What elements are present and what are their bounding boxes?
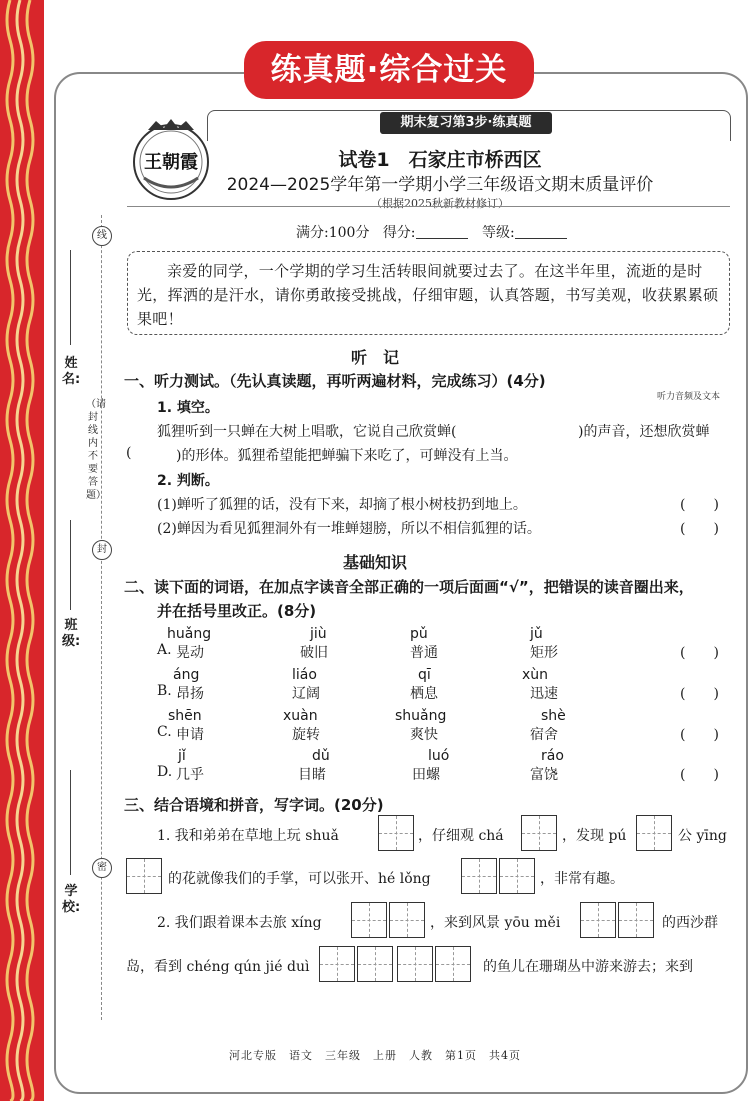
q1-line1-a: 狐狸听到一只蝉在大树上唱歌，它说自己欣赏蝉( [157,424,457,440]
answer-grid[interactable] [397,946,433,982]
judge-2-bracket[interactable]: ( ) [680,521,719,537]
section-basics: 基础知识 [342,553,407,572]
word: 申请 [176,727,204,743]
q3-s1-c: ，发现 pú [562,828,627,844]
word: 昂扬 [176,686,204,702]
seal-seal: 封 [92,540,112,560]
score-line [296,222,577,242]
pinyin: shuǎng [395,708,447,724]
option-a-bracket[interactable]: ( ) [680,645,719,661]
judge-2: (2)蝉因为看见狐狸洞外有一堆蝉翅膀，所以不相信狐狸的话。 [157,521,541,537]
pinyin: áng [173,667,200,683]
pinyin: shēn [168,708,202,724]
answer-grid[interactable] [378,815,414,851]
word: 辽阔 [292,686,320,702]
q1-part1-label: 1. 填空。 [157,400,219,416]
word: 迅速 [530,686,558,702]
option-label: D. [157,764,173,780]
q3-s1-b: ，仔细观 chá [418,828,504,844]
word: 目睹 [298,767,326,783]
answer-grid[interactable] [461,858,497,894]
q3-s2-c: 的西沙群 [662,915,718,931]
answer-grid[interactable] [521,815,557,851]
score-blank[interactable] [416,224,468,239]
class-label: 班级: [62,618,81,649]
grade-blank[interactable] [515,224,567,239]
intro-text: 亲爱的同学，一个学期的学习生活转眼间就要过去了。在这半年里，流逝的是时光，挥洒的是汗水，请你勇敢接受挑战，仔细审题，认真答题，书写美观，收获累累硕果吧！ [137,262,719,328]
option-c-bracket[interactable]: ( ) [680,727,719,743]
word: 栖息 [410,686,438,702]
q3-s1-d: 公 yīng [678,828,727,844]
pinyin: qī [418,667,431,683]
option-label: C. [157,724,172,740]
option-b-bracket[interactable]: ( ) [680,686,719,702]
school-blank[interactable] [70,770,71,875]
word: 晃动 [176,645,204,661]
answer-grid[interactable] [618,902,654,938]
option-label: A. [157,642,172,658]
name-blank[interactable] [70,250,71,345]
word: 爽快 [410,727,438,743]
name-label: 姓名: [62,356,81,387]
word: 几乎 [176,767,204,783]
option-label: B. [157,683,172,699]
q3-s1-f: ，非常有趣。 [540,871,624,887]
pinyin: xuàn [283,708,318,724]
q1-line2-a: ( [126,445,132,461]
paper-title: 试卷1 石家庄市桥西区 [338,149,542,171]
score-label: 得分: [382,225,416,241]
answer-grid[interactable] [499,858,535,894]
q2-title: 二、读下面的词语，在加点字读音全部正确的一项后面画“√”，把错误的读音圈出来， [124,578,694,596]
pinyin: jǐ [178,748,186,764]
q1-line2-b: )的形体。狐狸希望能把蝉骗下来吃了，可蝉没有上当。 [176,448,518,464]
section-listening: 听 记 [350,348,399,367]
q1-line1-b: )的声音，还想欣赏蝉 [578,424,710,440]
q3-s2-a: 2. 我们跟着课本去旅 xíng [157,915,322,931]
step-tag: 期末复习第3步·练真题 [380,112,552,134]
pinyin: dǔ [312,748,330,764]
answer-grid[interactable] [636,815,672,851]
audio-note: 听力音频及文本 [657,392,721,402]
word: 富饶 [530,767,558,783]
answer-grid[interactable] [389,902,425,938]
word: 宿舍 [530,727,558,743]
page-footer: 河北专版 语文 三年级 上册 人教 第1页 共4页 [229,1049,521,1062]
q1-title: 一、听力测试。（先认真读题，再听两遍材料，完成练习）(4分) [124,372,546,390]
paper-note: （根据2025秋新教材修订） [371,197,509,210]
binding-note: （请封线内不要答题） [86,399,106,501]
paper-subtitle: 2024—2025学年第一学期小学三年级语文期末质量评价 [226,175,654,195]
pinyin: shè [541,708,566,724]
grade-label: 等级: [481,225,515,241]
answer-grid[interactable] [351,902,387,938]
word: 普通 [410,645,438,661]
word: 矩形 [530,645,558,661]
answer-grid[interactable] [357,946,393,982]
pinyin: xùn [522,667,549,683]
class-blank[interactable] [70,520,71,610]
word: 田螺 [412,767,440,783]
page-banner: 练真题·综合过关 [244,41,534,99]
pinyin: liáo [292,667,317,683]
answer-grid[interactable] [435,946,471,982]
word: 旋转 [292,727,320,743]
school-label: 学校: [62,884,81,915]
pinyin: jiù [310,626,327,642]
q3-s2-e: 的鱼儿在珊瑚丛中游来游去；来到 [483,959,693,975]
full-score: 满分:100分 [296,225,370,241]
q3-s2-d: 岛，看到 chéng qún jié duì [126,959,310,975]
q2-title-2: 并在括号里改正。(8分) [157,602,317,620]
pinyin: jǔ [530,626,543,642]
judge-1-bracket[interactable]: ( ) [680,497,719,513]
q3-s1-a: 1. 我和弟弟在草地上玩 shuǎ [157,828,339,844]
judge-1: (1)蝉听了狐狸的话，没有下来，却摘了根小树枝扔到地上。 [157,497,527,513]
pinyin: luó [428,748,450,764]
binding-line [101,215,102,1020]
seal-dense: 密 [92,858,112,878]
q3-s1-e: 的花就像我们的手掌，可以张开、hé lǒng [168,871,431,887]
word: 破旧 [300,645,328,661]
pinyin: ráo [541,748,564,764]
answer-grid[interactable] [126,858,162,894]
q3-title: 三、结合语境和拼音，写字词。(20分) [124,796,384,814]
pinyin: huǎng [167,626,212,642]
q1-part2-label: 2. 判断。 [157,473,219,489]
answer-grid[interactable] [319,946,355,982]
seal-line: 线 [92,226,112,246]
pinyin: pǔ [410,626,428,642]
q3-s2-b: ，来到风景 yōu měi [430,915,561,931]
divider [127,206,730,207]
logo-text: 王朝霞 [144,152,198,173]
answer-grid[interactable] [580,902,616,938]
option-d-bracket[interactable]: ( ) [680,767,719,783]
